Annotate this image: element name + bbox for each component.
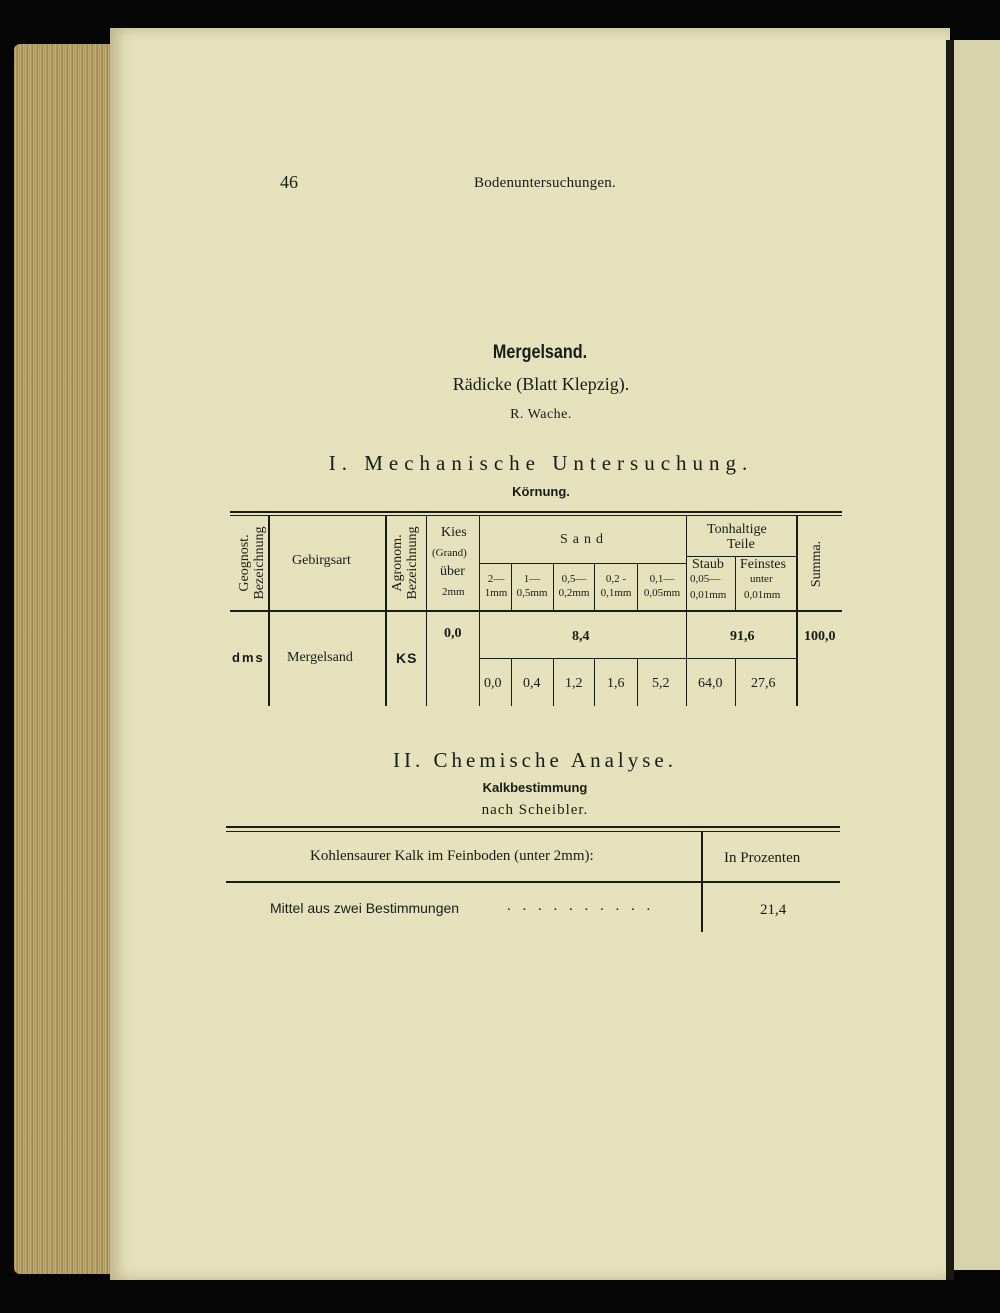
col-staub-unit: 0,01mm xyxy=(690,589,727,601)
table-rule-header xyxy=(230,610,842,612)
book-gutter xyxy=(946,40,954,1280)
col-sand: Sand xyxy=(560,532,608,547)
section2-subheading: Kalkbestimmung xyxy=(482,780,588,795)
cell-summa: 100,0 xyxy=(804,629,836,644)
col-feinstes-unit: 0,01mm xyxy=(744,589,781,601)
table2-row-value: 21,4 xyxy=(760,902,787,918)
cell-ton-total: 91,6 xyxy=(730,629,755,644)
table2-rule-header xyxy=(226,881,840,883)
cell-sand-value: 1,6 xyxy=(607,676,625,691)
table-rule-top-thin xyxy=(230,515,842,516)
table2-col-right: In Prozenten xyxy=(724,850,801,866)
subcol-divider xyxy=(511,659,512,706)
col-kies: Kies xyxy=(441,525,467,540)
subcol-divider xyxy=(594,659,595,706)
table2-rule-top-thin xyxy=(226,831,840,832)
col-kies-ueber: über xyxy=(440,564,465,579)
col-tonhaltige-teile: Teile xyxy=(727,537,755,552)
subcol-divider xyxy=(735,659,736,706)
col-divider xyxy=(479,516,480,706)
cell-sand-value: 1,2 xyxy=(565,676,583,691)
col-sand-05-02: 0,5— 0,2mm xyxy=(558,573,590,599)
document-subtitle: Rädicke (Blatt Klepzig). xyxy=(452,374,630,394)
col-kies-grand: (Grand) xyxy=(432,547,467,559)
col-sand-02-01: 0,2 - 0,1mm xyxy=(600,573,632,599)
col-feinstes: Feinstes xyxy=(740,557,786,572)
cell-sand-value: 0,4 xyxy=(523,676,541,691)
col-kies-size: 2mm xyxy=(442,586,465,598)
cell-sand-value: 5,2 xyxy=(652,676,670,691)
col-gebirgsart: Gebirgsart xyxy=(292,553,351,568)
page-number: 46 xyxy=(280,172,298,192)
col-staub-range: 0,05— xyxy=(690,573,721,585)
section1-subheading: Körnung. xyxy=(512,484,570,499)
col-feinstes-unter: unter xyxy=(750,573,773,585)
col-agronom: Agronom. Bezeichnung xyxy=(390,526,420,600)
col-divider xyxy=(385,516,387,706)
table2-col-divider xyxy=(701,832,703,932)
running-title: Bodenuntersuchungen. xyxy=(474,175,616,191)
section2-heading: II. Chemische Analyse. xyxy=(393,748,677,772)
facing-page-edge xyxy=(954,40,1000,1270)
table2-col-left: Kohlensaurer Kalk im Feinboden (unter 2mm): xyxy=(310,848,594,864)
col-sand-01-005: 0,1— 0,05mm xyxy=(643,573,681,599)
col-sand-1-05: 1— 0,5mm xyxy=(516,573,548,599)
col-tonhaltige: Tonhaltige xyxy=(707,522,767,537)
cell-staub: 64,0 xyxy=(698,676,723,691)
col-staub: Staub xyxy=(692,557,724,572)
cell-feinstes: 27,6 xyxy=(751,676,776,691)
table-rule-top xyxy=(230,511,842,513)
author: R. Wache. xyxy=(510,407,572,422)
col-divider xyxy=(686,516,687,706)
col-sand-2-1: 2— 1mm xyxy=(484,573,508,599)
ton-body-rule xyxy=(687,658,796,659)
table2-rule-top xyxy=(226,826,840,828)
col-divider xyxy=(426,516,427,706)
col-divider xyxy=(268,516,270,706)
cell-geognost: dms xyxy=(232,650,265,665)
col-divider xyxy=(796,516,798,706)
subcol-divider xyxy=(553,659,554,706)
table2-row-dots: . . . . . . . . . . xyxy=(507,898,655,914)
section1-heading: I. Mechanische Untersuchung. xyxy=(328,451,754,475)
document-title: Mergelsand. xyxy=(492,342,588,363)
cell-gebirgsart: Mergelsand xyxy=(287,650,353,665)
section2-method: nach Scheibler. xyxy=(481,802,589,818)
subcol-divider xyxy=(735,557,736,610)
col-summa: Summa. xyxy=(809,540,824,588)
table2-row-label: Mittel aus zwei Bestimmungen xyxy=(270,900,460,916)
col-geognost: Geognost. Bezeichnung xyxy=(237,526,267,600)
cell-sand-total: 8,4 xyxy=(572,629,590,644)
cell-agronom: KS xyxy=(396,650,418,666)
subcol-divider xyxy=(637,659,638,706)
cell-sand-value: 0,0 xyxy=(484,676,502,691)
cell-kies: 0,0 xyxy=(444,626,462,641)
